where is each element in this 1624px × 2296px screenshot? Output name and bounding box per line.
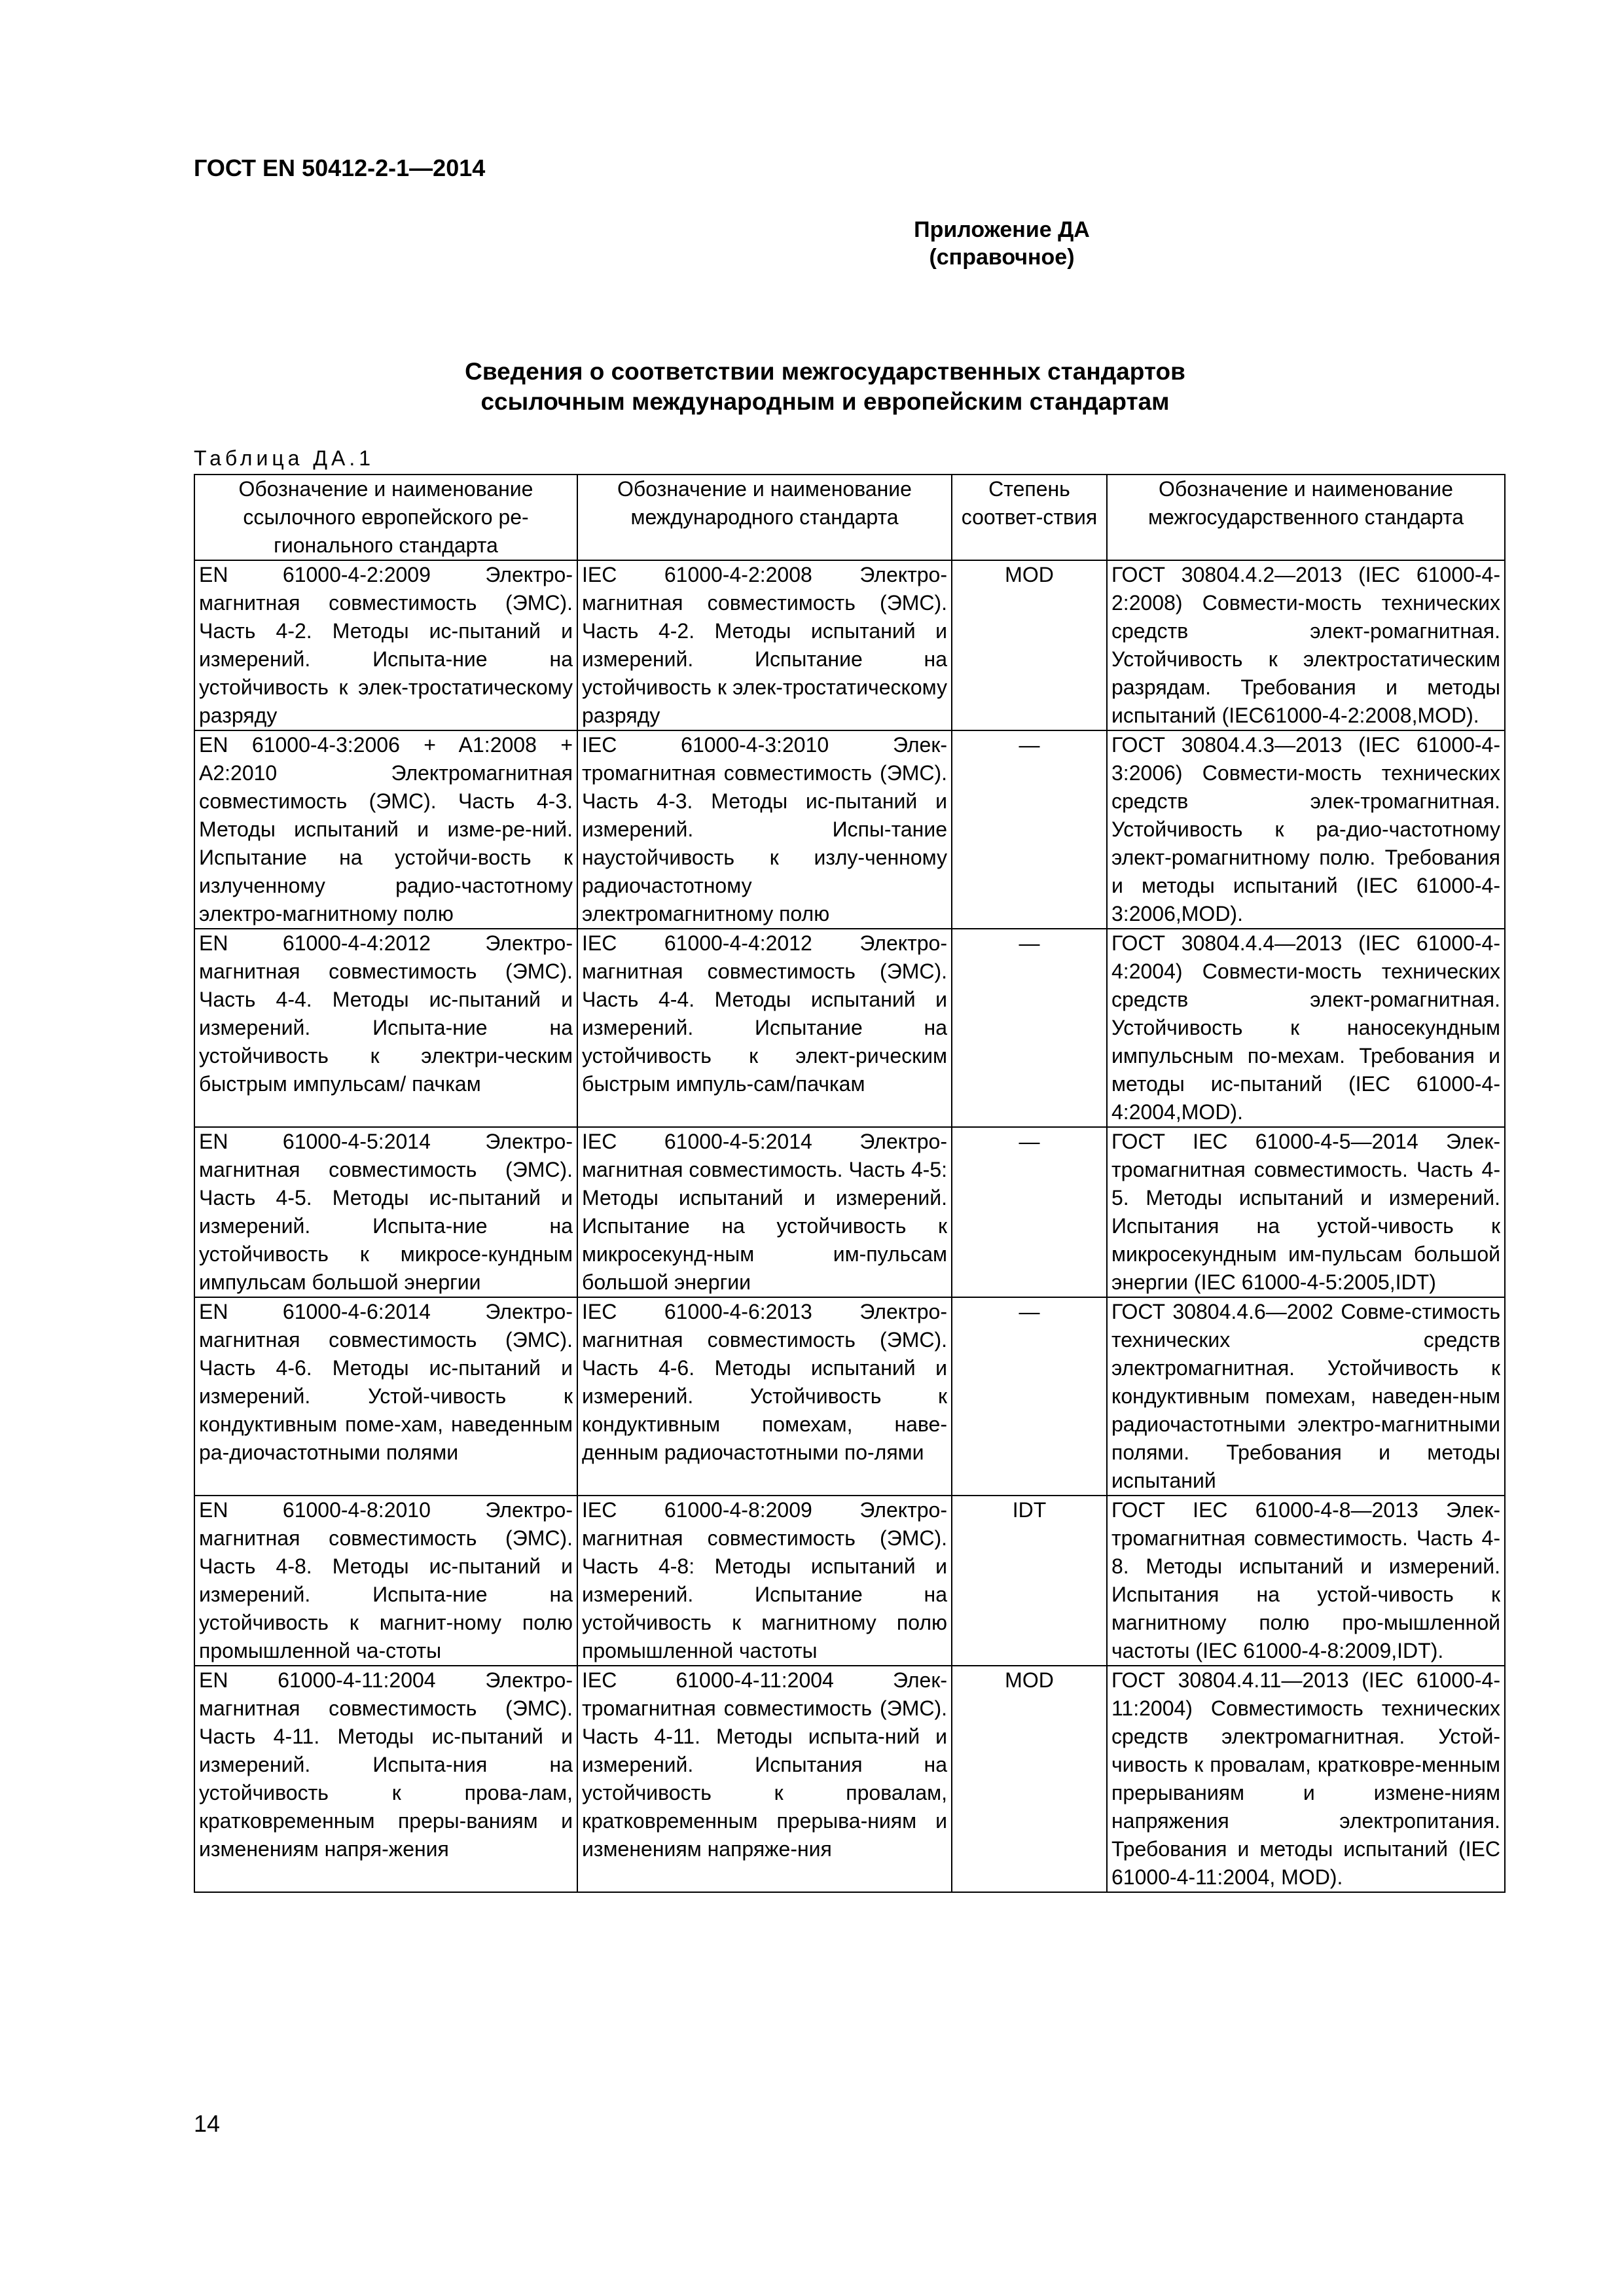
- interstate-standard-cell: ГОСТ 30804.4.2—2013 (IEC 61000-4-2:2008) Совмести-мость технических средств элект-ромагнитная. Устойчивость к электростатическим разрядам. Требования и методы испытаний (IEC61000-4-2:2008,MOD).: [1107, 560, 1505, 730]
- document-header: ГОСТ EN 50412-2-1—2014: [194, 154, 486, 181]
- interstate-standard-cell: ГОСТ IEC 61000-4-8—2013 Элек-тромагнитная совместимость. Часть 4-8. Методы испытаний и измерений. Испытания на устой-чивость к магнитному полю про-мышленной частоты (IEC 61000-4-8:2009,IDT).: [1107, 1496, 1505, 1666]
- table-header-row: [194, 475, 1505, 560]
- appendix-type: (справочное): [929, 245, 1075, 270]
- international-standard-cell: IEC 61000-4-5:2014 Электро-магнитная совместимость. Часть 4-5: Методы испытаний и измерений. Испытание на устойчивость к микросекунд-ным им-пульсам большой энергии: [577, 1127, 952, 1297]
- degree-cell: —: [952, 1127, 1107, 1297]
- page-number: 14: [194, 2110, 221, 2137]
- table-row: [194, 730, 1505, 929]
- international-standard-cell: IEC 61000-4-8:2009 Электро-магнитная совместимость (ЭМС). Часть 4-8: Методы испытаний и измерений. Испытание на устойчивость к магнитному полю промышленной частоты: [577, 1496, 952, 1666]
- european-standard-cell: EN 61000-4-11:2004 Электро-магнитная совместимость (ЭМС). Часть 4-11. Методы ис-пытаний и измерений. Испыта-ния на устойчивость к прова-лам, кратковременным преры-ваниям и изменениям напря-жения: [194, 1666, 577, 1892]
- table-row: [194, 1666, 1505, 1892]
- degree-cell: MOD: [952, 560, 1107, 730]
- column-header-degree: Степень соответ-ствия: [952, 475, 1107, 560]
- table-row: [194, 560, 1505, 730]
- degree-cell: IDT: [952, 1496, 1107, 1666]
- column-header-european: Обозначение и наименование ссылочного европейского ре-гионального стандарта: [194, 475, 577, 560]
- column-header-interstate: Обозначение и наименование межгосударственного стандарта: [1107, 475, 1505, 560]
- title-line-2: ссылочным международным и европейским стандартам: [480, 388, 1170, 415]
- european-standard-cell: EN 61000-4-5:2014 Электро-магнитная совместимость (ЭМС). Часть 4-5. Методы ис-пытаний и измерений. Испыта-ние на устойчивость к микросе-кундным импульсам большой энергии: [194, 1127, 577, 1297]
- degree-cell: —: [952, 1297, 1107, 1496]
- international-standard-cell: IEC 61000-4-11:2004 Элек-тромагнитная совместимость (ЭМС). Часть 4-11. Методы испыта-ний и измерений. Испытания на устойчивость к провалам, кратковременным прерыва-ниям и изменениям напряже-ния: [577, 1666, 952, 1892]
- title-line-1: Сведения о соответствии межгосударственных стандартов: [465, 358, 1185, 385]
- table-row: [194, 1127, 1505, 1297]
- section-title: [0, 357, 1624, 417]
- international-standard-cell: IEC 61000-4-3:2010 Элек-тромагнитная совместимость (ЭМС). Часть 4-3. Методы ис-пытаний и измерений. Испы-тание наустойчивость к излу-ченному радиочастотному электромагнитному полю: [577, 730, 952, 929]
- degree-cell: MOD: [952, 1666, 1107, 1892]
- table-row: [194, 1297, 1505, 1496]
- international-standard-cell: IEC 61000-4-2:2008 Электро-магнитная совместимость (ЭМС). Часть 4-2. Методы испытаний и измерений. Испытание на устойчивость к элек-тростатическому разряду: [577, 560, 952, 730]
- appendix-heading: [0, 216, 1624, 271]
- european-standard-cell: EN 61000-4-4:2012 Электро-магнитная совместимость (ЭМС). Часть 4-4. Методы ис-пытаний и измерений. Испыта-ние на устойчивость к электри-ческим быстрым импульсам/ пачкам: [194, 929, 577, 1127]
- european-standard-cell: EN 61000-4-3:2006 + A1:2008 + A2:2010 Электромагнитная совместимость (ЭМС). Часть 4-3. Методы испытаний и изме-ре-ний. Испытание на устойчи-вость к излученному радио-частотному электро-магнитному полю: [194, 730, 577, 929]
- column-header-international: Обозначение и наименование международного стандарта: [577, 475, 952, 560]
- standards-table: [194, 474, 1506, 1893]
- interstate-standard-cell: ГОСТ 30804.4.6—2002 Совме-стимость технических средств электромагнитная. Устойчивость к кондуктивным помехам, наведен-ным радиочастотными электро-магнитными полями. Требования и методы испытаний: [1107, 1297, 1505, 1496]
- interstate-standard-cell: ГОСТ 30804.4.11—2013 (IEC 61000-4-11:2004) Совместимость технических средств электромагнитная. Устой-чивость к провалам, кратковре-менным прерываниям и измене-ниям напряжения электропитания. Требования и методы испытаний (IEC 61000-4-11:2004, MOD).: [1107, 1666, 1505, 1892]
- degree-cell: —: [952, 929, 1107, 1127]
- interstate-standard-cell: ГОСТ 30804.4.4—2013 (IEC 61000-4-4:2004) Совмести-мость технических средств элект-ромагнитная. Устойчивость к наносекундным импульсным по-мехам. Требования и методы ис-пытаний (IEC 61000-4-4:2004,MOD).: [1107, 929, 1505, 1127]
- appendix-label: Приложение ДА: [914, 217, 1090, 242]
- european-standard-cell: EN 61000-4-6:2014 Электро-магнитная совместимость (ЭМС). Часть 4-6. Методы ис-пытаний и измерений. Устой-чивость к кондуктивным поме-хам, наведенным ра-диочастотными полями: [194, 1297, 577, 1496]
- european-standard-cell: EN 61000-4-2:2009 Электро-магнитная совместимость (ЭМС). Часть 4-2. Методы ис-пытаний и измерений. Испыта-ние на устойчивость к элек-тростатическому разряду: [194, 560, 577, 730]
- international-standard-cell: IEC 61000-4-4:2012 Электро-магнитная совместимость (ЭМС). Часть 4-4. Методы испытаний и измерений. Испытание на устойчивость к элект-рическим быстрым импуль-сам/пачкам: [577, 929, 952, 1127]
- degree-cell: —: [952, 730, 1107, 929]
- table-row: [194, 929, 1505, 1127]
- interstate-standard-cell: ГОСТ IEC 61000-4-5—2014 Элек-тромагнитная совместимость. Часть 4-5. Методы испытаний и измерений. Испытания на устой-чивость к микросекундным им-пульсам большой энергии (IEC 61000-4-5:2005,IDT): [1107, 1127, 1505, 1297]
- table-caption: Таблица ДА.1: [194, 446, 375, 470]
- international-standard-cell: IEC 61000-4-6:2013 Электро-магнитная совместимость (ЭМС). Часть 4-6. Методы испытаний и измерений. Устойчивость к кондуктивным помехам, наве-денным радиочастотными по-лями: [577, 1297, 952, 1496]
- interstate-standard-cell: ГОСТ 30804.4.3—2013 (IEC 61000-4-3:2006) Совмести-мость технических средств элек-тромагнитная. Устойчивость к ра-дио-частотному элект-ромагнитному полю. Требования и методы испытаний (IEC 61000-4-3:2006,MOD).: [1107, 730, 1505, 929]
- european-standard-cell: EN 61000-4-8:2010 Электро-магнитная совместимость (ЭМС). Часть 4-8. Методы ис-пытаний и измерений. Испыта-ние на устойчивость к магнит-ному полю промышленной ча-стоты: [194, 1496, 577, 1666]
- table-row: [194, 1496, 1505, 1666]
